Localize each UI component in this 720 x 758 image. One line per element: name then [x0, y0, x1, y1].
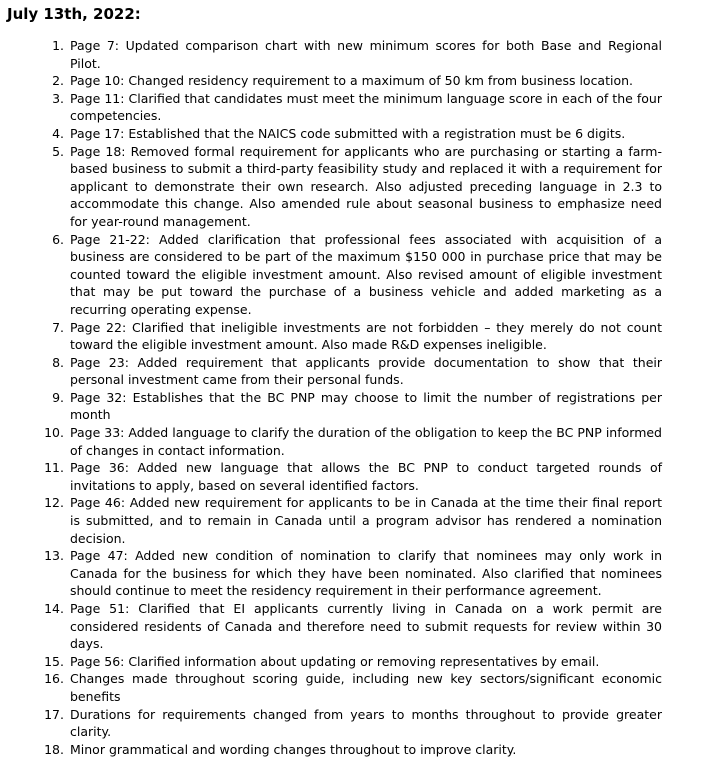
change-item — [0, 231, 662, 319]
item-number: 4. — [52, 125, 64, 141]
item-text: Page 51: Clarified that EI applicants currently living in Canada on a work permit are considered residents of Canada and therefore need to submit requests for review within 30 days. — [70, 601, 662, 652]
item-number: 10. — [44, 425, 64, 441]
item-text: Page 22: Clarified that ineligible investments are not forbidden – they merely do not count toward the eligible investment amount. Also made R&D expenses ineligible. — [70, 319, 662, 353]
item-number: 8. — [52, 354, 64, 370]
change-item — [0, 706, 662, 741]
change-item — [0, 459, 662, 494]
item-text: Page 46: Added new requirement for applicants to be in Canada at the time their final report is submitted, and to remain in Canada until a program advisor has rendered a nomination decision. — [70, 495, 662, 546]
item-text: Page 18: Removed formal requirement for applicants who are purchasing or starting a farm-based business to submit a third-party feasibility study and replaced it with a requirement for applicant to demonstrate their own research. Also adjusted preceding language in 2.3 to accommodate this change. Also amended rule about seasonal business to emphasize need for year-round management. — [70, 143, 662, 229]
item-number: 6. — [52, 231, 64, 247]
change-item — [0, 354, 662, 389]
item-number: 12. — [44, 495, 64, 511]
change-item — [0, 424, 662, 459]
item-number: 2. — [52, 73, 64, 89]
change-item — [0, 143, 662, 231]
item-number: 3. — [52, 90, 64, 106]
item-text: Page 7: Updated comparison chart with new minimum scores for both Base and Regional Pilot. — [70, 38, 662, 71]
item-number: 17. — [44, 706, 64, 722]
item-number: 5. — [52, 143, 64, 159]
item-text: Page 11: Clarified that candidates must meet the minimum language score in each of the four competencies. — [70, 90, 662, 124]
item-number: 7. — [52, 319, 64, 335]
change-item — [0, 741, 662, 758]
item-text: Page 56: Clarified information about updating or removing representatives by email. — [70, 653, 600, 669]
item-number: 13. — [44, 548, 64, 564]
item-number: 11. — [44, 460, 64, 476]
item-text: Changes made throughout scoring guide, including new key sectors/significant economic benefits — [70, 671, 662, 704]
item-number: 14. — [44, 601, 64, 616]
item-text: Page 32: Establishes that the BC PNP may choose to limit the number of registrations per month — [70, 389, 662, 423]
item-number: 1. — [52, 38, 64, 53]
change-item — [0, 37, 662, 72]
item-text: Page 47: Added new condition of nomination to clarify that nominees may only work in Canada for the business for which they have been nominated. Also clarified that nominees should continue to meet the residency requirement in their performance agreement. — [70, 548, 662, 599]
item-number: 15. — [44, 653, 64, 669]
item-number: 9. — [52, 389, 64, 405]
item-text: Page 23: Added requirement that applicants provide documentation to show that their personal investment came from their personal funds. — [70, 354, 662, 388]
item-text: Page 33: Added language to clarify the duration of the obligation to keep the BC PNP informed of changes in contact information. — [70, 425, 662, 458]
change-item — [0, 389, 662, 424]
item-text: Page 10: Changed residency requirement to a maximum of 50 km from business location. — [70, 73, 634, 89]
change-item — [0, 125, 662, 143]
change-item — [0, 319, 662, 354]
change-item — [0, 90, 662, 125]
item-number: 18. — [44, 741, 64, 757]
item-text: Durations for requirements changed from years to months throughout to provide greater clarity. — [70, 706, 662, 740]
item-text: Page 17: Established that the NAICS code submitted with a registration must be 6 digits. — [70, 125, 626, 141]
change-list — [0, 37, 662, 758]
item-text: Page 36: Added new language that allows the BC PNP to conduct targeted rounds of invitations to apply, based on several identified factors. — [70, 460, 662, 493]
item-number: 16. — [44, 671, 64, 687]
change-item — [0, 653, 662, 671]
change-item — [0, 72, 662, 90]
change-item — [0, 670, 662, 705]
change-item — [0, 494, 662, 547]
change-item — [0, 600, 662, 653]
change-log-heading: July 13th, 2022: — [7, 5, 141, 23]
item-text: Minor grammatical and wording changes throughout to improve clarity. — [70, 741, 517, 757]
change-item — [0, 547, 662, 600]
item-text: Page 21-22: Added clarification that professional fees associated with acquisition of a business are considered to be part of the maximum $150 000 in purchase price that may be counted toward the eligible investment amount. Also revised amount of eligible investment that may be put toward the purchase of a business vehicle and added marketing as a recurring operating expense. — [70, 231, 662, 317]
